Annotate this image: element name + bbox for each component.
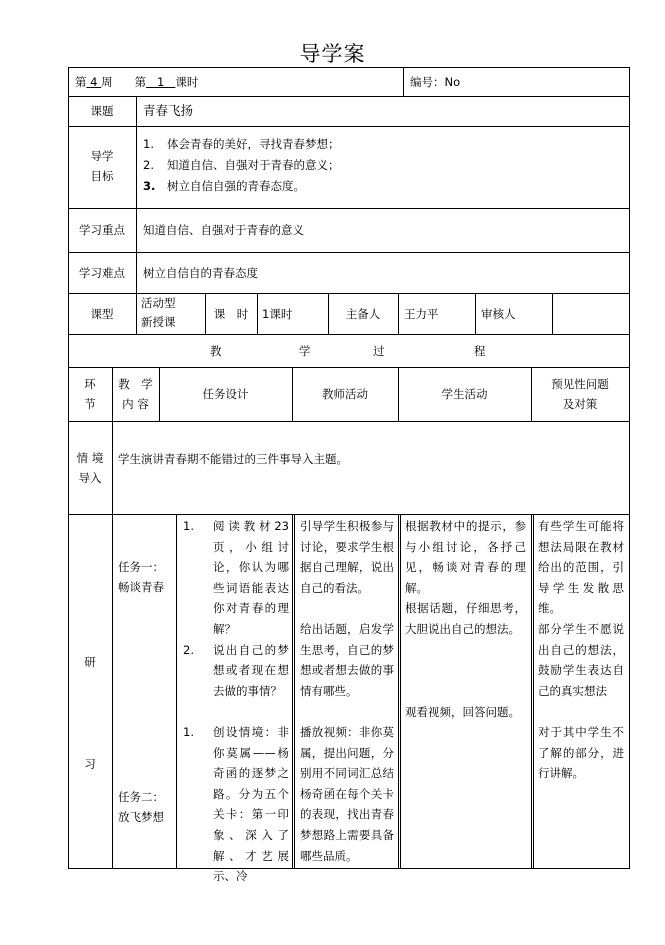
goal-num: 2. [143, 158, 154, 172]
predict-2: 部分学生不愿说出自己的想法，鼓励学生表达自己的真实想法 [538, 622, 624, 698]
row-divider [68, 126, 630, 127]
type-label: 课型 [90, 307, 114, 321]
goals-label [68, 146, 136, 186]
row-divider [68, 252, 630, 253]
code-label: 编号：No [410, 75, 461, 89]
week-prefix: 第 [75, 75, 87, 89]
teacher-activity-2: 给出话题，启发学生思考，自己的梦想或者想去做的事情有哪些。 [300, 622, 394, 698]
task-design-item [183, 516, 289, 640]
process-char: 过 [373, 344, 385, 358]
student-activity-3: 观看视频，回答问题。 [405, 705, 520, 719]
preparer-value: 王力平 [404, 307, 439, 321]
process-char: 学 [299, 344, 311, 358]
lesson-prefix: 第 [134, 75, 147, 89]
goal-item [143, 134, 340, 154]
goal-text: 树立自信自强的青春态度。 [167, 179, 305, 193]
topic-value: 青春飞扬 [143, 103, 194, 118]
preparer-label: 主备人 [345, 307, 381, 321]
col-divider [136, 96, 137, 294]
col-header-content [112, 374, 159, 414]
col-divider [112, 421, 113, 515]
row-divider [68, 421, 630, 422]
week-suffix: 周 [101, 75, 113, 89]
task2-name [118, 787, 164, 827]
intro-label-line1: 情 境 [76, 451, 104, 465]
lesson-number-value: 1 [157, 75, 165, 89]
task-design-item [183, 640, 289, 702]
col-divider [112, 514, 113, 869]
type-value-line2: 新授课 [141, 315, 176, 329]
col-divider [398, 293, 399, 335]
reviewer-label: 审核人 [481, 307, 516, 321]
teacher-activity-1: 引导学生积极参与讨论，要求学生根据自己理解，说出自己的看法。 [300, 519, 394, 595]
col-divider [292, 514, 293, 869]
predict-3: 对于其中学生不了解的部分，进行讲解。 [538, 725, 624, 781]
col-divider [403, 67, 404, 97]
goal-text: 体会青春的美好，寻找青春梦想； [167, 137, 340, 151]
col-header-student: 学生活动 [441, 387, 488, 401]
col-divider [475, 293, 476, 335]
difficulty-value: 树立自信自的青春态度 [143, 266, 258, 280]
goal-num: 3. [143, 179, 156, 193]
key-point-value: 知道自信、自强对于青春的意义 [143, 223, 304, 237]
goals-label-line2: 目标 [90, 169, 114, 183]
task-design-num: 2. [183, 642, 194, 657]
difficulty-label: 学习难点 [79, 266, 125, 280]
col-divider [176, 514, 177, 869]
key-point-label: 学习重点 [79, 223, 125, 237]
goals-label-line1: 导学 [90, 149, 114, 163]
col-divider [552, 293, 553, 335]
page-title: 导学案 [299, 42, 366, 66]
col-header-content-line2: 内 容 [122, 397, 149, 411]
col-divider [294, 514, 295, 869]
col-header-predict [531, 374, 629, 414]
topic-label: 课题 [90, 104, 114, 118]
table-border-top [68, 67, 630, 68]
task2-line1: 任务二： [118, 790, 164, 804]
col-header-task-design: 任务设计 [202, 387, 249, 401]
process-char: 程 [474, 344, 486, 358]
col-header-predict-line1: 预见性问题 [551, 377, 609, 391]
row-divider [68, 367, 630, 368]
week-lesson-label [75, 72, 198, 92]
task1-name [118, 557, 164, 597]
table-border-right [629, 67, 630, 869]
row-divider [68, 514, 630, 515]
row-divider [68, 334, 630, 335]
table-border-bottom [68, 868, 630, 869]
col-header-stage-line2: 节 [84, 397, 96, 411]
week-number-value: 4 [90, 75, 98, 89]
col-header-teacher: 教师活动 [322, 387, 368, 401]
task-design-list [183, 516, 289, 701]
student-activity-1: 根据教材中的提示，参与小组讨论，各抒己见，畅谈对青春的理解。 [405, 519, 526, 595]
lesson-number [146, 75, 175, 89]
predict-1: 有些学生可能将想法局限在教材给出的范围，引导学生发散思维。 [538, 519, 624, 616]
task1-line1: 任务一： [118, 560, 164, 574]
col-header-stage [68, 374, 112, 414]
study-label-bottom: 习 [84, 757, 96, 771]
intro-label-line2: 导入 [78, 471, 102, 485]
hours-value: 1课时 [262, 307, 293, 321]
row-divider [68, 96, 630, 97]
type-value-line1: 活动型 [141, 296, 176, 310]
col-divider [257, 293, 258, 335]
task-design-num: 1. [183, 519, 194, 533]
goal-text: 知道自信、自强对于青春的意义； [167, 158, 340, 172]
task2-line2: 放飞梦想 [118, 810, 164, 824]
lesson-suffix: 课时 [175, 75, 199, 89]
task-design-text: 说出自己的梦想或者现在想去做的事情？ [213, 642, 289, 698]
task-design-num: 1. [183, 725, 194, 739]
hours-label: 课 时 [213, 307, 249, 321]
task-design-text: 阅读教材23页，小组讨论，你认为哪些词语能表达你对青春的理解？ [213, 519, 289, 636]
col-header-predict-line2: 及对策 [562, 397, 598, 411]
student-activity-2: 根据话题，仔细思考，大胆说出自己的想法。 [405, 601, 526, 636]
week-number [87, 75, 102, 89]
teacher-activity-3: 播放视频：非你莫属，提出问题，分别用不同词汇总结杨奇函在每个关卡的表现，找出青春梦想路上需要具备哪些品质。 [300, 725, 394, 863]
task-design-text: 创设情境：非你莫属——杨奇函的逐梦之路。分为五个关卡：第一印象、深入了解、才艺展示、冷 [213, 725, 289, 884]
task-design-item [183, 722, 289, 887]
col-header-content-line1: 教 学 [118, 377, 153, 391]
process-char: 教 [210, 344, 222, 358]
goal-item [143, 176, 305, 196]
col-divider [398, 514, 399, 869]
type-value [141, 294, 176, 332]
goal-num: 1. [143, 137, 154, 151]
study-label-top: 研 [84, 655, 96, 669]
col-divider [531, 514, 532, 869]
intro-label [68, 448, 112, 488]
row-divider [68, 208, 630, 209]
col-divider [136, 293, 137, 335]
goal-item [143, 155, 340, 175]
intro-text: 学生演讲青春期不能错过的三件事导入主题。 [118, 452, 348, 466]
col-divider [533, 514, 534, 869]
task1-line2: 畅谈青春 [118, 580, 164, 594]
col-divider [400, 514, 401, 869]
col-header-stage-line1: 环 [84, 377, 96, 391]
task-design-list-2 [183, 722, 289, 884]
